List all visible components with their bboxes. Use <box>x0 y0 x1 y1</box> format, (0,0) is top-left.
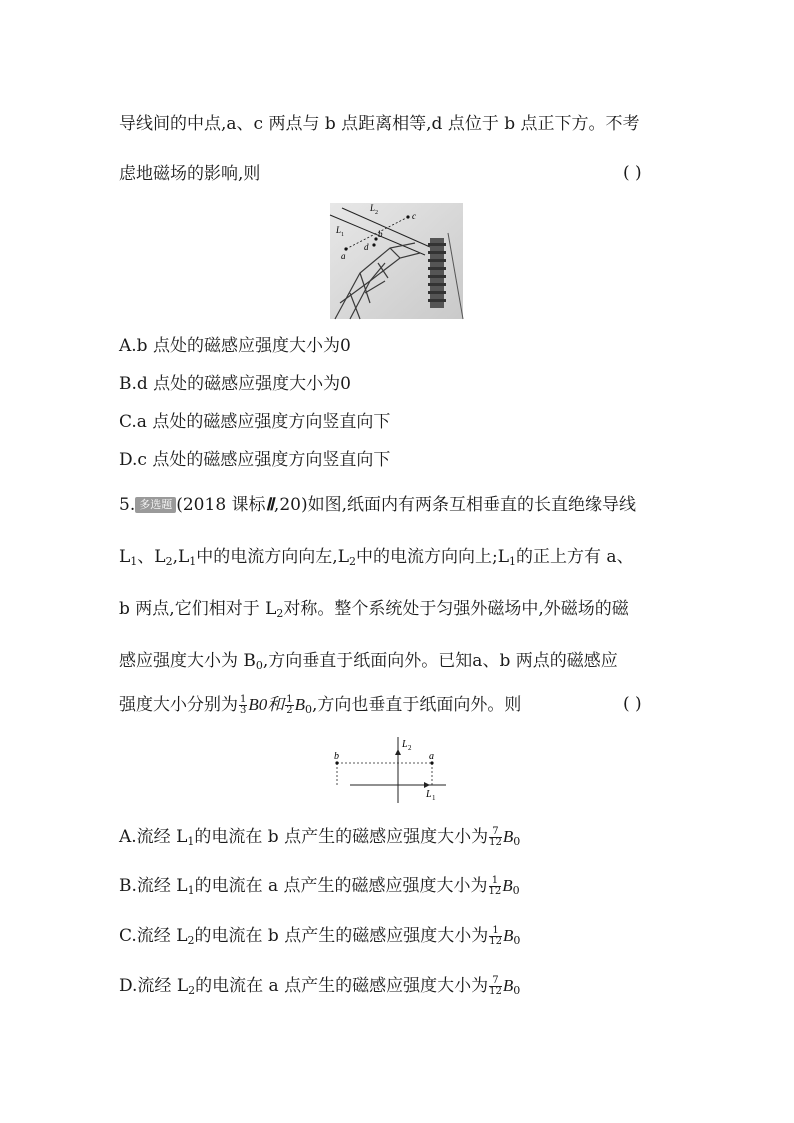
q5-source: (2018 课标 <box>176 495 266 515</box>
q5-stem-line-4 <box>119 650 618 677</box>
q5-fig-label-L2-sub: 2 <box>408 744 412 752</box>
q5-l5-p3: B <box>294 695 306 714</box>
q4-option-a[interactable]: A.b 点处的磁感应强度大小为0 <box>119 336 351 356</box>
q4-fig-label-b: b <box>378 229 383 239</box>
q5-l5-p1: 强度大小分别为 <box>119 695 238 715</box>
q5-l2-s2: 2 <box>165 555 173 568</box>
q5-c-mid: 的电流在 b 点产生的磁感应强度大小为 <box>194 926 489 946</box>
q5-l5-p2: B0和 <box>248 695 285 714</box>
q5-b-prefix: B.流经 L <box>119 876 188 896</box>
q5-multi-choice-badge: 多选题 <box>135 497 176 513</box>
q5-a-end: B <box>502 827 514 846</box>
q5-fig-label-L2: L <box>402 739 408 750</box>
q5-fig-label-L1-sub: 1 <box>432 794 436 802</box>
q5-source-roman: Ⅱ <box>265 495 274 514</box>
q5-fig-label-b: b <box>334 751 339 762</box>
q5-d-mid: 的电流在 a 点产生的磁感应强度大小为 <box>195 976 489 996</box>
q5-d-prefix: D.流经 L <box>119 976 189 996</box>
q5-l2-s5: 1 <box>509 555 517 568</box>
q4-stem-line-1: 导线间的中点,a、c 两点与 b 点距离相等,d 点位于 b 点正下方。不考 <box>119 114 640 134</box>
q5-a-fraction: $\frac{7}{12}$ <box>489 826 502 848</box>
q5-fraction-2: $\frac{1}{2}$ <box>286 694 293 716</box>
q5-l2-s1: 1 <box>130 555 138 568</box>
q5-a-endsub: 0 <box>513 835 521 848</box>
q4-answer-paren: ( ) <box>623 163 642 183</box>
q5-l2-s3: 1 <box>189 555 197 568</box>
q5-fig-label-L1: L <box>426 789 432 800</box>
q5-b-sub: 1 <box>187 884 195 897</box>
q4-fig-label-L2: L <box>370 203 376 213</box>
q5-l2-p4: 中的电流方向向左,L <box>196 547 349 567</box>
q5-l3-p1: b 两点,它们相对于 L <box>119 599 277 619</box>
q5-l3-p2: 对称。整个系统处于匀强外磁场中,外磁场的磁 <box>283 599 629 619</box>
q5-stem-line-3 <box>119 598 629 625</box>
q4-fig-label-c: c <box>412 211 416 221</box>
q5-c-end: B <box>502 926 514 945</box>
q5-c-sub: 2 <box>187 934 195 947</box>
q4-fig-label-L1-sub: 1 <box>341 232 344 238</box>
q5-fraction-1: $\frac{1}{3}$ <box>240 694 247 716</box>
q5-d-endsub: 0 <box>513 984 521 997</box>
q5-answer-paren: ( ) <box>623 694 642 714</box>
q5-l4-s1: 0 <box>255 659 263 672</box>
q4-fig-label-d: d <box>364 242 369 252</box>
q4-fig-label-L1: L <box>336 225 342 235</box>
q5-source-end: ,20) <box>273 495 308 515</box>
q5-wires-figure <box>334 735 448 807</box>
q5-l2-s4: 2 <box>349 555 356 568</box>
q5-c-prefix: C.流经 L <box>119 926 188 946</box>
q5-option-c[interactable] <box>119 925 520 952</box>
q5-d-sub: 2 <box>188 984 196 997</box>
q5-c-fraction: $\frac{1}{12}$ <box>489 925 502 947</box>
q5-l2-p5: 中的电流方向向上;L <box>356 547 510 567</box>
q5-stem-text-1: 如图,纸面内有两条互相垂直的长直绝缘导线 <box>307 495 636 515</box>
q5-d-fraction: $\frac{7}{12}$ <box>489 975 502 997</box>
q5-l2-p1: L <box>119 547 131 567</box>
q5-l3-s1: 2 <box>276 607 284 620</box>
q4-fig-label-L2-sub: 2 <box>375 210 378 216</box>
q5-l5-s3: 0 <box>305 703 313 716</box>
q4-option-b[interactable]: B.d 点处的磁感应强度大小为0 <box>119 374 351 394</box>
q5-fig-label-a: a <box>429 751 434 762</box>
q5-c-endsub: 0 <box>513 934 521 947</box>
q5-number: 5. <box>119 495 136 515</box>
q5-d-end: B <box>502 976 514 995</box>
q4-power-tower-figure <box>330 203 463 319</box>
q5-option-d[interactable] <box>119 975 520 1002</box>
q5-stem-line-2 <box>119 546 634 573</box>
q5-b-endsub: 0 <box>512 884 520 897</box>
q5-stem-line-1 <box>119 494 636 516</box>
q5-a-mid: 的电流在 b 点产生的磁感应强度大小为 <box>194 827 489 847</box>
q5-l2-p2: 、L <box>137 547 166 567</box>
q4-stem-line-2: 虑地磁场的影响,则 <box>119 164 261 184</box>
q4-option-c[interactable]: C.a 点处的磁感应强度方向竖直向下 <box>119 412 391 432</box>
q5-option-b[interactable] <box>119 875 520 902</box>
q4-fig-label-a: a <box>341 251 346 261</box>
q5-a-sub: 1 <box>187 835 195 848</box>
q5-stem-line-5 <box>119 694 521 721</box>
q5-l4-p1: 感应强度大小为 B <box>119 651 256 671</box>
q4-option-d[interactable]: D.c 点处的磁感应强度方向竖直向下 <box>119 450 391 470</box>
q5-a-prefix: A.流经 L <box>119 827 188 847</box>
q5-b-fraction: $\frac{1}{12}$ <box>488 875 502 897</box>
q5-l2-p6: 的正上方有 a、 <box>516 547 634 567</box>
q5-option-a[interactable] <box>119 826 520 853</box>
q5-b-mid: 的电流在 a 点产生的磁感应强度大小为 <box>194 876 488 896</box>
q5-l2-p3: ,L <box>172 547 190 567</box>
q5-l5-p4: ,方向也垂直于纸面向外。则 <box>312 695 522 715</box>
q5-b-end: B <box>502 876 513 895</box>
q5-l4-p2: ,方向垂直于纸面向外。已知a、b 两点的磁感应 <box>262 651 618 671</box>
